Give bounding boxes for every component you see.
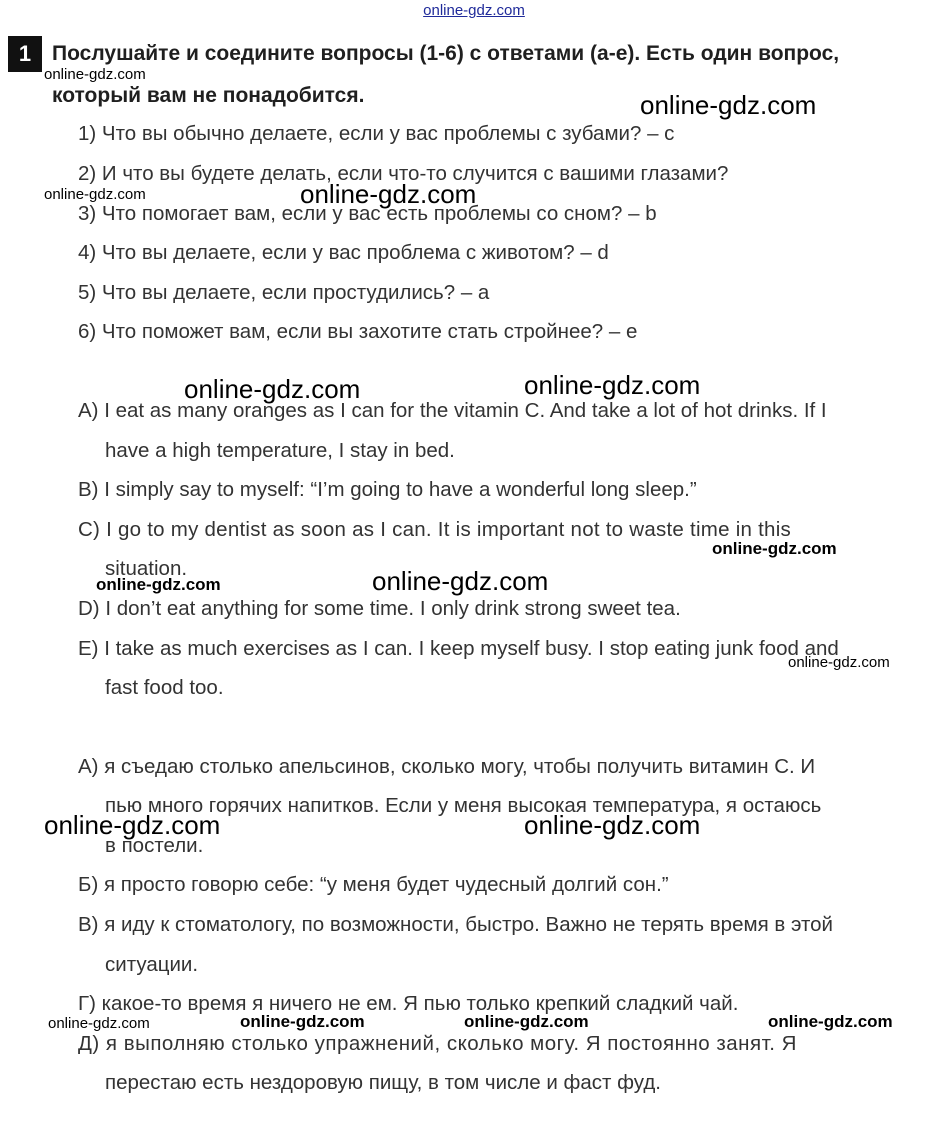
watermark: online-gdz.com	[44, 186, 146, 203]
answer-b: B) I simply say to myself: “I’m going to have a wonderful long sleep.”	[78, 478, 697, 501]
watermark: online-gdz.com	[184, 374, 361, 404]
answer-e-line-2: fast food too.	[105, 676, 224, 699]
question-2: 2) И что вы будете делать, если что-то случится с вашими глазами?	[78, 162, 729, 185]
watermark: online-gdz.com	[44, 66, 146, 83]
question-5: 5) Что вы делаете, если простудились? – a	[78, 281, 490, 304]
answer-d: D) I don’t eat anything for some time. I only drink strong sweet tea.	[78, 597, 681, 620]
task-number-badge: 1	[8, 36, 42, 72]
question-3: 3) Что помогает вам, если у вас есть проблемы со сном? – b	[78, 202, 657, 225]
answer-c-line-2: situation.	[105, 557, 188, 580]
watermark: online-gdz.com	[372, 566, 549, 596]
translation-e-line-2: перестаю есть нездоровую пищу, в том числе и фаст фуд.	[105, 1071, 661, 1094]
answer-e-line-1: E) I take as much exercises as I can. I keep myself busy. I stop eating junk food and	[78, 637, 839, 660]
question-1: 1) Что вы обычно делаете, если у вас проблемы с зубами? – c	[78, 122, 675, 145]
watermark: online-gdz.com	[788, 654, 890, 671]
watermark: online-gdz.com	[96, 575, 221, 594]
watermark: online-gdz.com	[240, 1012, 365, 1031]
translation-a-line-3: в постели.	[105, 834, 204, 857]
translation-e-line-1: Д) я выполняю столько упражнений, сколько могу. Я постоянно занят. Я	[78, 1032, 797, 1055]
answer-a-line-1: A) I eat as many oranges as I can for the vitamin C. And take a lot of hot drinks. If I	[78, 399, 827, 422]
answer-c-line-1: C) I go to my dentist as soon as I can. It is important not to waste time in this	[78, 518, 791, 541]
watermark: online-gdz.com	[640, 90, 817, 120]
question-4: 4) Что вы делаете, если у вас проблема с животом? – d	[78, 241, 609, 264]
watermark: online-gdz.com	[464, 1012, 589, 1031]
translation-d: Г) какое-то время я ничего не ем. Я пью только крепкий сладкий чай.	[78, 992, 739, 1015]
translation-a-line-1: А) я съедаю столько апельсинов, сколько могу, чтобы получить витамин C. И	[78, 755, 816, 778]
watermark: online-gdz.com	[300, 179, 477, 209]
translation-a-line-2: пью много горячих напитков. Если у меня высокая температура, я остаюсь	[105, 794, 822, 817]
answer-a-line-2: have a high temperature, I stay in bed.	[105, 439, 455, 462]
question-6: 6) Что поможет вам, если вы захотите стать стройнее? – e	[78, 320, 638, 343]
site-url-header[interactable]: online-gdz.com	[423, 2, 525, 19]
translation-c-line-1: В) я иду к стоматологу, по возможности, быстро. Важно не терять время в этой	[78, 913, 833, 936]
watermark: online-gdz.com	[44, 810, 221, 840]
watermark: online-gdz.com	[712, 539, 837, 558]
watermark: online-gdz.com	[524, 810, 701, 840]
task-title-line-2: который вам не понадобится.	[52, 84, 365, 107]
task-title-line-1: Послушайте и соедините вопросы (1-6) с ответами (a-e). Есть один вопрос,	[52, 42, 840, 65]
watermark: online-gdz.com	[524, 370, 701, 400]
watermark: online-gdz.com	[768, 1012, 893, 1031]
translation-b: Б) я просто говорю себе: “у меня будет чудесный долгий сон.”	[78, 873, 669, 896]
translation-c-line-2: ситуации.	[105, 953, 199, 976]
watermark: online-gdz.com	[48, 1015, 150, 1032]
